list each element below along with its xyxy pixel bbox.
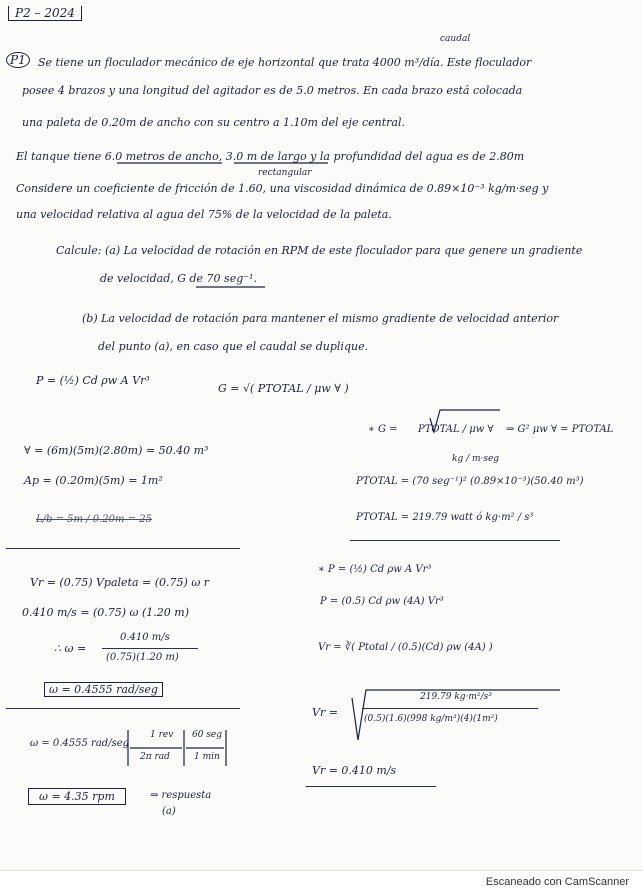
omega-result: ω = 0.4555 rad/seg xyxy=(44,682,163,697)
eq-ptotal: PTOTAL = (70 seg⁻¹)² (0.89×10⁻³)(50.40 m³) xyxy=(356,476,584,487)
omega-num: 0.410 m/s xyxy=(120,632,170,643)
problem-line-3: una paleta de 0.20m de ancho con su centro a 1.10m del eje central. xyxy=(22,116,405,129)
problem-line-6: una velocidad relativa al agua del 75% de la velocidad de la paleta. xyxy=(16,208,392,221)
header-tag-text: P2 – 2024 xyxy=(15,6,75,20)
eq-p2: ∗ P = (½) Cd ρw A Vr³ xyxy=(318,564,432,575)
eq-power: P = (½) Cd ρw A Vr³ xyxy=(36,374,150,387)
answer-box: ω = 4.35 rpm xyxy=(28,788,126,805)
eq-vr-num-bot: (0.5)(1.6)(998 kg/m³)(4)(1m²) xyxy=(364,714,498,724)
eq-g2-lhs: ∗ G = xyxy=(368,424,398,435)
eq-ptotal-val: PTOTAL = 219.79 watt ó kg·m² / s³ xyxy=(356,512,534,523)
eq-vr-num: 0.410 m/s = (0.75) ω (1.20 m) xyxy=(22,606,190,619)
answer-note: ⇒ respuesta xyxy=(150,790,212,801)
omega-den: (0.75)(1.20 m) xyxy=(106,652,179,663)
problem-line-1: Se tiene un floculador mecánico de eje horizontal que trata 4000 m³/día. Este floculador xyxy=(38,56,532,69)
scanner-footer: Escaneado con CamScanner xyxy=(485,876,629,888)
eq-p3: P = (0.5) Cd ρw (4A) Vr³ xyxy=(320,596,444,607)
calc-a-line-1: Calcule: (a) La velocidad de rotación en RPM de este floculador para que genere un gradiente xyxy=(56,244,583,257)
conv-f2-den: 1 min xyxy=(194,752,220,762)
eq-g2-rad: PTOTAL / μw ∀ xyxy=(418,424,494,435)
eq-volume: ∀ = (6m)(5m)(2.80m) = 50.40 m³ xyxy=(24,444,209,457)
eq-area: Ap = (0.20m)(5m) = 1m² xyxy=(24,474,163,487)
eq-strike: L/b = 5m / 0.20m = 25 xyxy=(36,514,152,525)
conv-lhs: ω = 0.4555 rad/seg xyxy=(30,738,130,749)
problem-line-2: posee 4 brazos y una longitud del agitador es de 5.0 metros. En cada brazo está colocada xyxy=(22,84,523,97)
conv-f1-den: 2π rad xyxy=(140,752,170,762)
omega-lhs: ∴ ω = xyxy=(54,642,87,655)
eq-vr: Vr = (0.75) Vpaleta = (0.75) ω r xyxy=(30,576,210,589)
problem-line-4: El tanque tiene 6.0 metros de ancho, 3.0 m de largo y la profundidad del agua es de 2.80m xyxy=(16,150,525,163)
calc-b-line-2: del punto (a), en caso que el caudal se duplique. xyxy=(98,340,369,353)
calc-a-line-2: de velocidad, G de 70 seg⁻¹. xyxy=(100,272,257,285)
eq-ptotal-units: kg / m·seg xyxy=(452,454,500,464)
eq-g: G = √( PTOTAL / μw ∀ ) xyxy=(218,382,349,395)
problem-line-5: Considere un coeficiente de fricción de 1.60, una viscosidad dinámica de 0.89×10⁻³ kg/m·seg y xyxy=(16,182,549,195)
calc-b-line-1: (b) La velocidad de rotación para mantener el mismo gradiente de velocidad anterior xyxy=(82,312,559,325)
note-caudal: caudal xyxy=(440,34,471,44)
conv-f2-num: 60 seg xyxy=(192,730,223,740)
problem-label-text: P1 xyxy=(10,53,26,67)
note-rectangular: rectangular xyxy=(258,168,312,178)
eq-vr-num-lhs: Vr = xyxy=(312,706,338,719)
conv-f1-num: 1 rev xyxy=(150,730,174,740)
eq-vr-val: Vr = 0.410 m/s xyxy=(312,764,397,777)
eq-vr-root: Vr = ∛( Ptotal / (0.5)(Cd) ρw (4A) ) xyxy=(318,642,493,653)
eq-g2-rhs: ⇒ G² μw ∀ = PTOTAL xyxy=(506,424,614,435)
answer-part: (a) xyxy=(162,806,176,817)
eq-vr-num-top: 219.79 kg·m²/s³ xyxy=(420,692,492,702)
